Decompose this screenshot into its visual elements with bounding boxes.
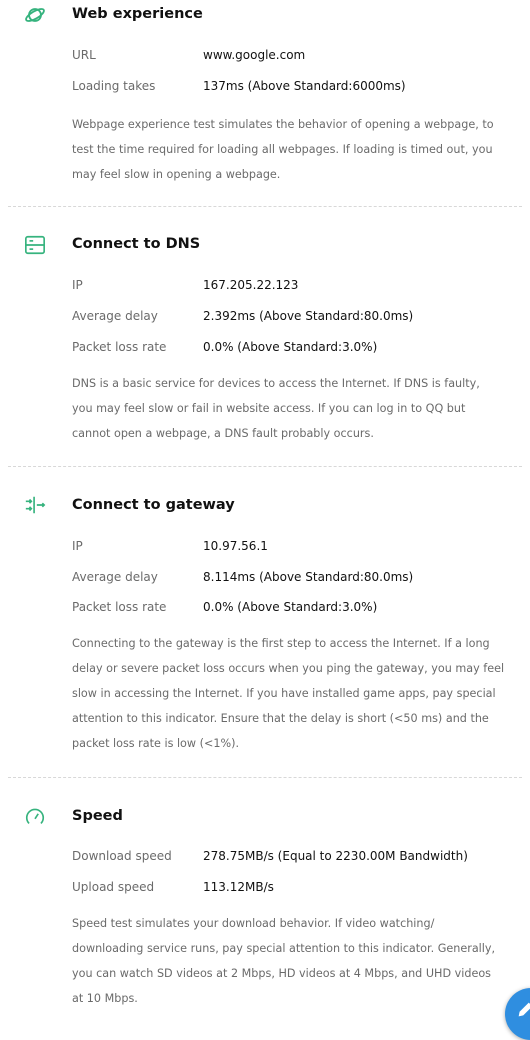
url-value: www.google.com xyxy=(203,48,306,62)
desc-line: Speed test simulates your download behavior. If video watching/ xyxy=(72,917,435,930)
dns-loss-label: Packet loss rate xyxy=(72,340,167,354)
divider xyxy=(8,206,522,207)
dns-loss-value: 0.0% (Above Standard:3.0%) xyxy=(203,340,378,354)
desc-line: may feel slow in opening a webpage. xyxy=(72,168,281,181)
dns-ip-label: IP xyxy=(72,278,83,292)
desc-line: you may feel slow or fail in website access. If you can log in to QQ but xyxy=(72,402,466,415)
dns-ip-value: 167.205.22.123 xyxy=(203,278,299,292)
upload-value: 113.12MB/s xyxy=(203,880,274,894)
web-description xyxy=(72,112,512,187)
desc-line: packet loss rate is low (<1%). xyxy=(72,737,240,750)
planet-icon xyxy=(24,4,46,26)
gateway-icon xyxy=(24,494,46,516)
gateway-loss-value: 0.0% (Above Standard:3.0%) xyxy=(203,600,378,614)
desc-line: DNS is a basic service for devices to access the Internet. If DNS is faulty, xyxy=(72,377,480,390)
section-title: Speed xyxy=(72,808,123,824)
desc-line: slow in accessing the Internet. If you have installed game apps, pay special xyxy=(72,687,496,700)
dns-description xyxy=(72,371,512,446)
gateway-delay-value: 8.114ms (Above Standard:80.0ms) xyxy=(203,570,414,584)
gateway-delay-label: Average delay xyxy=(72,570,158,584)
gateway-ip-label: IP xyxy=(72,539,83,553)
desc-line: Webpage experience test simulates the behavior of opening a webpage, to xyxy=(72,118,494,131)
gateway-ip-value: 10.97.56.1 xyxy=(203,539,268,553)
section-title: Connect to gateway xyxy=(72,497,235,513)
desc-line: you can watch SD videos at 2 Mbps, HD videos at 4 Mbps, and UHD videos xyxy=(72,967,491,980)
desc-line: Connecting to the gateway is the first step to access the Internet. If a long xyxy=(72,637,490,650)
dns-delay-value: 2.392ms (Above Standard:80.0ms) xyxy=(203,309,414,323)
section-title: Web experience xyxy=(72,6,203,22)
gateway-loss-label: Packet loss rate xyxy=(72,600,167,614)
desc-line: attention to this indicator. Ensure that the delay is short (<50 ms) and the xyxy=(72,712,489,725)
speedometer-icon xyxy=(24,806,46,828)
url-label: URL xyxy=(72,48,96,62)
desc-line: test the time required for loading all webpages. If loading is timed out, you xyxy=(72,143,493,156)
upload-label: Upload speed xyxy=(72,880,155,894)
loading-label: Loading takes xyxy=(72,79,156,93)
download-label: Download speed xyxy=(72,849,172,863)
edit-icon xyxy=(515,998,530,1020)
divider xyxy=(8,466,522,467)
section-title: Connect to DNS xyxy=(72,236,201,252)
gateway-description xyxy=(72,631,512,756)
speed-description xyxy=(72,911,512,1011)
desc-line: downloading service runs, pay special attention to this indicator. Generally, xyxy=(72,942,496,955)
download-value: 278.75MB/s (Equal to 2230.00M Bandwidth) xyxy=(203,849,468,863)
server-icon xyxy=(24,234,46,256)
desc-line: cannot open a webpage, a DNS fault probably occurs. xyxy=(72,427,374,440)
desc-line: at 10 Mbps. xyxy=(72,992,138,1005)
divider xyxy=(8,777,522,778)
loading-value: 137ms (Above Standard:6000ms) xyxy=(203,79,406,93)
desc-line: delay or severe packet loss occurs when you ping the gateway, you may feel xyxy=(72,662,505,675)
dns-delay-label: Average delay xyxy=(72,309,158,323)
